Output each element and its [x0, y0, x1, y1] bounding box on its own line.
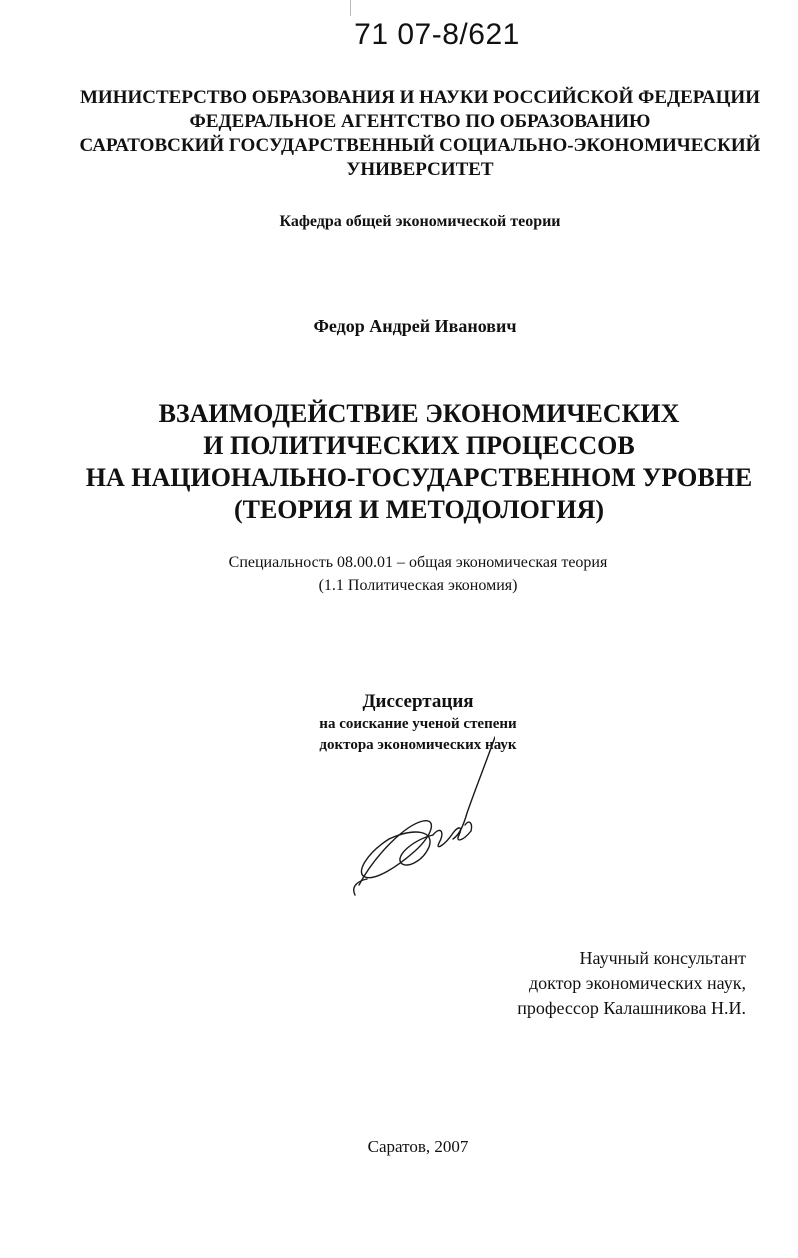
- author-name: Федор Андрей Иванович: [313, 316, 517, 336]
- thesis-degree-line-2: доктора экономических наук: [319, 737, 517, 753]
- specialty-block: [0, 551, 798, 597]
- thesis-heading: Диссертация: [362, 691, 474, 712]
- consultant-role: Научный консультант: [579, 948, 746, 968]
- dissertation-title: [0, 398, 798, 526]
- scan-edge-mark: [350, 0, 351, 16]
- consultant-block: [480, 946, 746, 1021]
- consultant-degree: доктор экономических наук,: [529, 973, 746, 993]
- specialty-subline: (1.1 Политическая экономия): [318, 577, 518, 594]
- handwritten-signature-icon: [345, 735, 495, 905]
- thesis-degree-line-1: на соискание ученой степени: [319, 716, 517, 732]
- consultant-name: профессор Калашникова Н.И.: [517, 998, 746, 1018]
- department-name: Кафедра общей экономической теории: [279, 213, 561, 230]
- title-line-3: НА НАЦИОНАЛЬНО-ГОСУДАРСТВЕННОМ УРОВНЕ: [85, 463, 753, 492]
- registration-code: 71 07-8/621: [354, 18, 520, 51]
- title-line-2: И ПОЛИТИЧЕСКИХ ПРОЦЕССОВ: [203, 431, 635, 460]
- city-year: Саратов, 2007: [367, 1137, 469, 1156]
- title-line-4: (ТЕОРИЯ И МЕТОДОЛОГИЯ): [233, 495, 605, 524]
- organization-line-ministry: МИНИСТЕРСТВО ОБРАЗОВАНИЯ И НАУКИ РОССИЙСКОЙ ФЕДЕРАЦИИ: [80, 87, 760, 108]
- organization-line-agency: ФЕДЕРАЛЬНОЕ АГЕНТСТВО ПО ОБРАЗОВАНИЮ: [189, 111, 651, 132]
- specialty-line: Специальность 08.00.01 – общая экономическая теория: [228, 554, 608, 571]
- title-line-1: ВЗАИМОДЕЙСТВИЕ ЭКОНОМИЧЕСКИХ: [158, 399, 680, 428]
- organization-line-university: САРАТОВСКИЙ ГОСУДАРСТВЕННЫЙ СОЦИАЛЬНО-ЭКОНОМИЧЕСКИЙ: [79, 135, 761, 156]
- organization-line-university-cont: УНИВЕРСИТЕТ: [346, 159, 494, 180]
- organization-block: [0, 86, 798, 182]
